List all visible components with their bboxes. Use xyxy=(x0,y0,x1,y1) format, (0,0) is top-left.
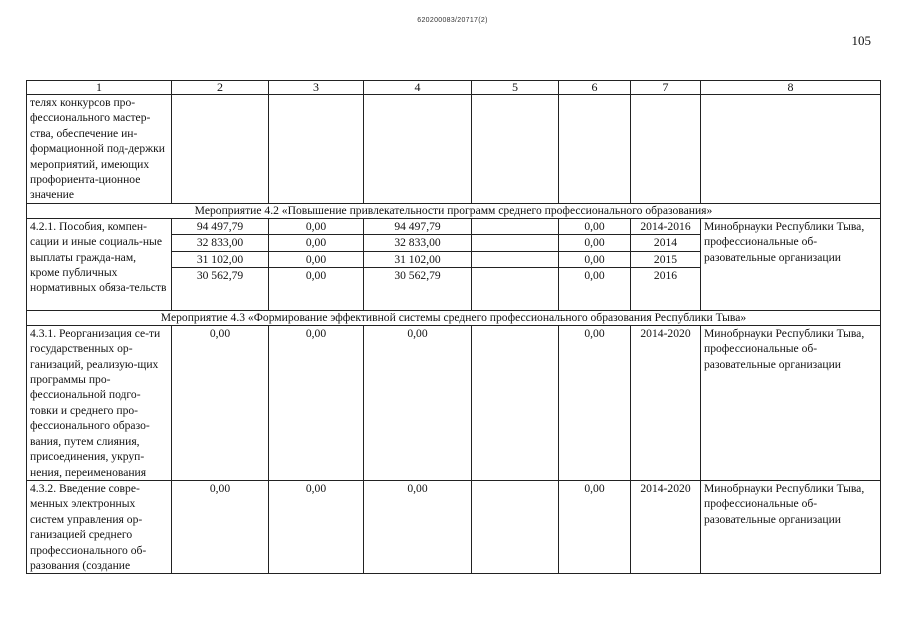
amount-municipal-cell xyxy=(472,218,559,310)
cell-value: 31 102,00 xyxy=(364,252,471,268)
cell-value: 2016 xyxy=(653,269,678,283)
responsible-cell: Минобрнауки Республики Тыва, профессиональные об-разовательные организации xyxy=(701,218,881,310)
responsible-cell: Минобрнауки Республики Тыва, профессиональные об-разовательные организации xyxy=(701,480,881,573)
cell-value: 30 562,79 xyxy=(196,269,244,283)
cell-value: 30 562,79 xyxy=(394,269,441,283)
cell-value: 0,00 xyxy=(172,325,269,480)
column-header: 2 xyxy=(172,81,269,95)
responsible-cell: Минобрнауки Республики Тыва, профессиональные об-разовательные организации xyxy=(701,325,881,480)
amount-regional-cell xyxy=(364,218,472,310)
cell-value: 0,00 xyxy=(559,235,630,251)
row-description: 4.3.2. Введение совре-менных электронных систем управления ор-ганизацией среднего профессионального об-разования (создание xyxy=(27,480,172,573)
page-number: 105 xyxy=(851,33,871,48)
cell-value: 0,00 xyxy=(305,269,327,283)
measure-4-3-title: Мероприятие 4.3 «Формирование эффективной системы среднего профессионального образования Республики Тыва» xyxy=(27,310,881,325)
period-cell xyxy=(631,218,701,310)
table-row xyxy=(27,218,881,310)
table-row xyxy=(27,95,881,204)
cell-value: 0,00 xyxy=(559,325,631,480)
cell-value: 0,00 xyxy=(172,480,269,573)
table-row xyxy=(27,325,881,480)
document-id: 620200083/20717(2) xyxy=(417,17,488,24)
section-title-row xyxy=(27,310,881,325)
cell-value: 0,00 xyxy=(559,252,630,268)
amount-federal-cell xyxy=(269,218,364,310)
column-header: 5 xyxy=(472,81,559,95)
amount-total-cell xyxy=(172,218,269,310)
cell-value: 31 102,00 xyxy=(172,252,268,268)
cell-value: 2014-2020 xyxy=(631,480,701,573)
column-header: 8 xyxy=(701,81,881,95)
table-row xyxy=(27,480,881,573)
cell-value: 0,00 xyxy=(269,219,363,235)
column-header: 1 xyxy=(27,81,172,95)
column-header: 6 xyxy=(559,81,631,95)
cell-value: 0,00 xyxy=(269,235,363,251)
amount-other-cell xyxy=(559,218,631,310)
cell-value: 94 497,79 xyxy=(172,219,268,235)
column-header: 7 xyxy=(631,81,701,95)
cell-value: 2014-2016 xyxy=(631,219,700,235)
cell-value: 0,00 xyxy=(584,269,605,283)
cell-value: 32 833,00 xyxy=(364,235,471,251)
program-table xyxy=(26,80,881,574)
table-header-row xyxy=(27,81,881,95)
row-description: 4.3.1. Реорганизация се-ти государственных ор-ганизаций, реализую-щих программы про-фессиональной подго-товки и среднего про-фессионального образо-вания, путем слияния, присоединения, укруп-нения, переименования xyxy=(27,325,172,480)
cell-value: 0,00 xyxy=(364,480,472,573)
cell-value: 2014-2020 xyxy=(631,325,701,480)
cell-value: 94 497,79 xyxy=(364,219,471,235)
cell-value: 2014 xyxy=(631,235,700,251)
cell-value: 0,00 xyxy=(364,325,472,480)
section-title-row xyxy=(27,203,881,218)
cell-value: 0,00 xyxy=(269,325,364,480)
row-description: телях конкурсов про-фессионального мастер-ства, обеспечение ин-формационной под-держки мероприятий, имеющих профориента-ционное значение xyxy=(27,95,172,204)
cell-value: 32 833,00 xyxy=(172,235,268,251)
row-description: 4.2.1. Пособия, компен-сации и иные социаль-ные выплаты гражда-нам, кроме публичных нормативных обяза-тельств xyxy=(27,218,172,310)
cell-value: 0,00 xyxy=(559,480,631,573)
column-header: 4 xyxy=(364,81,472,95)
column-header: 3 xyxy=(269,81,364,95)
cell-value: 0,00 xyxy=(269,480,364,573)
cell-value: 2015 xyxy=(631,252,700,268)
cell-value: 0,00 xyxy=(559,219,630,235)
cell-value: 0,00 xyxy=(269,252,363,268)
measure-4-2-title: Мероприятие 4.2 «Повышение привлекательности программ среднего профессионального образования» xyxy=(27,203,881,218)
